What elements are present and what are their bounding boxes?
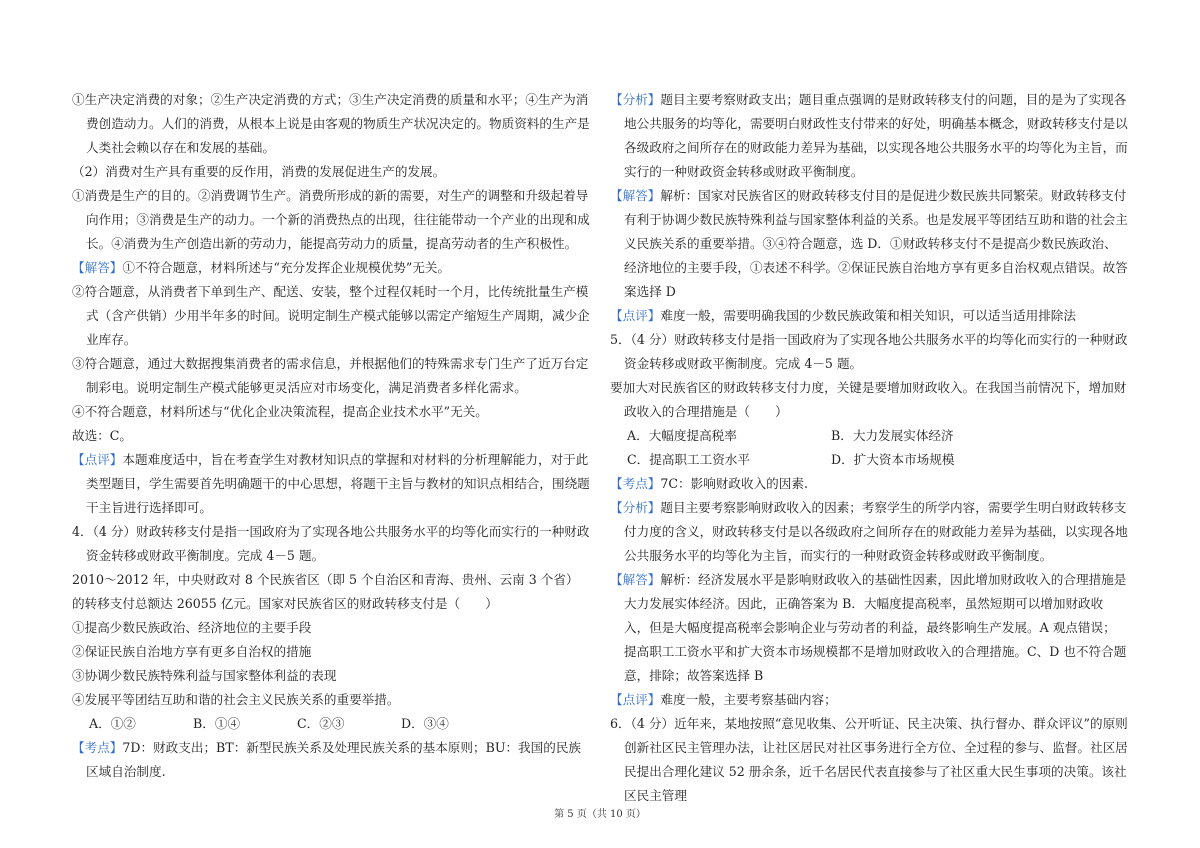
knowledge-point-text: 7D：财政支出；BT：新型民族关系及处理民族关系的基本原则；BU：我国的民族区域自治制度. <box>86 740 582 779</box>
page-footer: 第 5 页（共 10 页） <box>554 809 646 820</box>
analysis-text: 题目主要考察财政支出；题目重点强调的是财政转移支付的问题，目的是为了实现各地公共服务的均等化，需要明白财政性支付带来的好处，明确基本概念，财政转移支付是以各级政府之间所存在的财政能力差异为基础，以实现各地公共服务水平的均等化为主旨，而实行的一种财政资金转移或财政平衡制度。 <box>624 92 1128 179</box>
review-block-q4 <box>610 304 1128 328</box>
question-5-stem: 5．（4 分）财政转移支付是指一国政府为了实现各地公共服务水平的均等化而实行的一种财政资金转移或财政平衡制度。完成 4－5 题。 <box>610 332 1128 371</box>
question-5-options-row-1 <box>610 424 1128 448</box>
analysis-tag-q5: 【分析】 <box>610 500 661 515</box>
option-d: D．③④ <box>401 716 449 731</box>
question-5-options-row-2 <box>610 448 1128 472</box>
answer-text-4: ④不符合题意，材料所述与“优化企业决策流程，提高企业技术水平”无关。 <box>72 404 488 419</box>
answer-block-q5 <box>610 568 1128 688</box>
knowledge-point-text-q5: 7C：影响财政收入的因素. <box>660 476 808 491</box>
review-tag-q4: 【点评】 <box>610 308 661 323</box>
answer-tag-q5: 【解答】 <box>610 572 661 587</box>
option-a: A．大幅度提高税率 <box>627 428 737 443</box>
paragraph-consumption-points: ①消费是生产的目的。②消费调节生产。消费所形成的新的需要，对生产的调整和升级起着导向作用；③消费是生产的动力。一个新的消费热点的出现，往往能带动一个产业的出现和成长。④消费为生产创造出新的劳动力，能提高劳动力的质量，提高劳动者的生产积极性。 <box>72 188 590 251</box>
question-4-material: 2010～2012 年，中央财政对 8 个民族省区（即 5 个自治区和青海、贵州、云南 3 个省）的转移支付总额达 26055 亿元。国家对民族省区的财政转移支付是（ ） <box>72 572 579 611</box>
answer-block-q4 <box>610 184 1128 304</box>
left-column <box>72 88 590 784</box>
answer-text-3: ③符合题意，通过大数据搜集消费者的需求信息，并根据他们的特殊需求专门生产了近万台定制彩电。说明定制生产模式能够更灵活应对市场变化，满足消费者多样化需求。 <box>72 356 589 395</box>
analysis-block-q5 <box>610 496 1128 568</box>
question-4-item-3: ③协调少数民族特殊利益与国家整体利益的表现 <box>72 668 337 683</box>
answer-text-q5: 解析：经济发展水平是影响财政收入的基础性因素，因此增加财政收入的合理措施是大力发展实体经济。因此，正确答案为 B．大幅度提高税率，虽然短期可以增加财政收入，但是大幅度提高税率会影响企业与劳动者的利益，最终影响生产发展。A 观点错误；提高职工工资水平和扩大资本市场规模都不是增加财政收入的合理措施。C、D 也不符合题意，排除；故答案选择 B <box>624 572 1127 683</box>
knowledge-point-tag: 【考点】 <box>72 740 123 755</box>
question-4-item-4: ④发展平等团结互助和谐的社会主义民族关系的重要举措。 <box>72 692 400 707</box>
review-tag: 【点评】 <box>72 452 123 467</box>
knowledge-point-block <box>72 736 590 784</box>
analysis-block <box>610 88 1128 184</box>
analysis-tag: 【分析】 <box>610 92 661 107</box>
review-block <box>72 448 590 520</box>
paragraph-production-decides: ①生产决定消费的对象；②生产决定消费的方式；③生产决定消费的质量和水平；④生产为消费创造动力。人们的消费，从根本上说是由客观的物质生产状况决定的。物质资料的生产是人类社会赖以存在和发展的基础。 <box>72 92 590 155</box>
review-text-q4: 难度一般，需要明确我国的少数民族政策和相关知识，可以适当适用排除法 <box>660 308 1076 323</box>
knowledge-point-block-q5 <box>610 472 1128 496</box>
answer-tag: 【解答】 <box>72 260 123 275</box>
right-column <box>610 88 1128 808</box>
question-6-stem: 6．（4 分）近年来，某地按照“意见收集、公开听证、民主决策、执行督办、群众评议”的原则创新社区民主管理办法，让社区居民对社区事务进行全方位、全过程的参与、监督。社区居民提出合理化建议 52 册余条，近千名居民代表直接参与了社区重大民生事项的决策。该社区民主管理 <box>610 716 1128 803</box>
answer-choice: 故选：C。 <box>72 428 133 443</box>
option-b: B．①④ <box>193 716 241 731</box>
review-text-q5: 难度一般，主要考察基础内容； <box>660 692 837 707</box>
paragraph-consumption-reaction: （2）消费对生产具有重要的反作用，消费的发展促进生产的发展。 <box>72 164 446 179</box>
question-4-options <box>72 712 590 736</box>
review-block-q5 <box>610 688 1128 712</box>
review-tag-q5: 【点评】 <box>610 692 661 707</box>
option-a: A．①② <box>89 716 136 731</box>
question-4-item-2: ②保证民族自治地方享有更多自治权的措施 <box>72 644 312 659</box>
answer-text-2: ②符合题意，从消费者下单到生产、配送、安装，整个过程仅耗时一个月，比传统批量生产模式（含产供销）少用半年多的时间。说明定制生产模式能够以需定产缩短生产周期，减少企业库存。 <box>72 284 590 347</box>
answer-text-1: ①不符合题意，材料所述与“充分发挥企业规模优势”无关。 <box>122 260 451 275</box>
option-d: D．扩大资本市场规模 <box>831 452 955 467</box>
option-b: B．大力发展实体经济 <box>831 428 954 443</box>
option-c: C．②③ <box>297 716 345 731</box>
question-4-item-1: ①提高少数民族政治、经济地位的主要手段 <box>72 620 312 635</box>
option-c: C．提高职工工资水平 <box>627 452 750 467</box>
answer-block <box>72 256 590 280</box>
review-text: 本题难度适中，旨在考查学生对教材知识点的掌握和对材料的分析理解能力，对于此类型题目，学生需要首先明确题干的中心思想，将题干主旨与教材的知识点相结合，围绕题干主旨进行选择即可。 <box>86 452 590 515</box>
answer-tag-q4: 【解答】 <box>610 188 661 203</box>
question-4-stem: 4．（4 分）财政转移支付是指一国政府为了实现各地公共服务水平的均等化而实行的一种财政资金转移或财政平衡制度。完成 4－5 题。 <box>72 524 590 563</box>
answer-text-q4: 解析：国家对民族省区的财政转移支付目的是促进少数民族共同繁荣。财政转移支付有利于协调少数民族特殊利益与国家整体利益的关系。也是发展平等团结互助和谐的社会主义民族关系的重要举措。③④符合题意，选 D．①财政转移支付不是提高少数民族政治、经济地位的主要手段，①表述不科学。②保证民族自治地方享有更多自治权观点错误。故答案选择 D <box>624 188 1128 299</box>
knowledge-point-tag-q5: 【考点】 <box>610 476 661 491</box>
question-5-material: 要加大对民族省区的财政转移支付力度，关键是要增加财政收入。在我国当前情况下，增加财政收入的合理措施是（ ） <box>610 380 1127 419</box>
analysis-text-q5: 题目主要考察影响财政收入的因素；考察学生的所学内容，需要学生明白财政转移支付力度的含义，财政转移支付是以各级政府之间所存在的财政能力差异为基础，以实现各地公共服务水平的均等化为主旨，而实行的一种财政资金转移或财政平衡制度。 <box>624 500 1128 563</box>
